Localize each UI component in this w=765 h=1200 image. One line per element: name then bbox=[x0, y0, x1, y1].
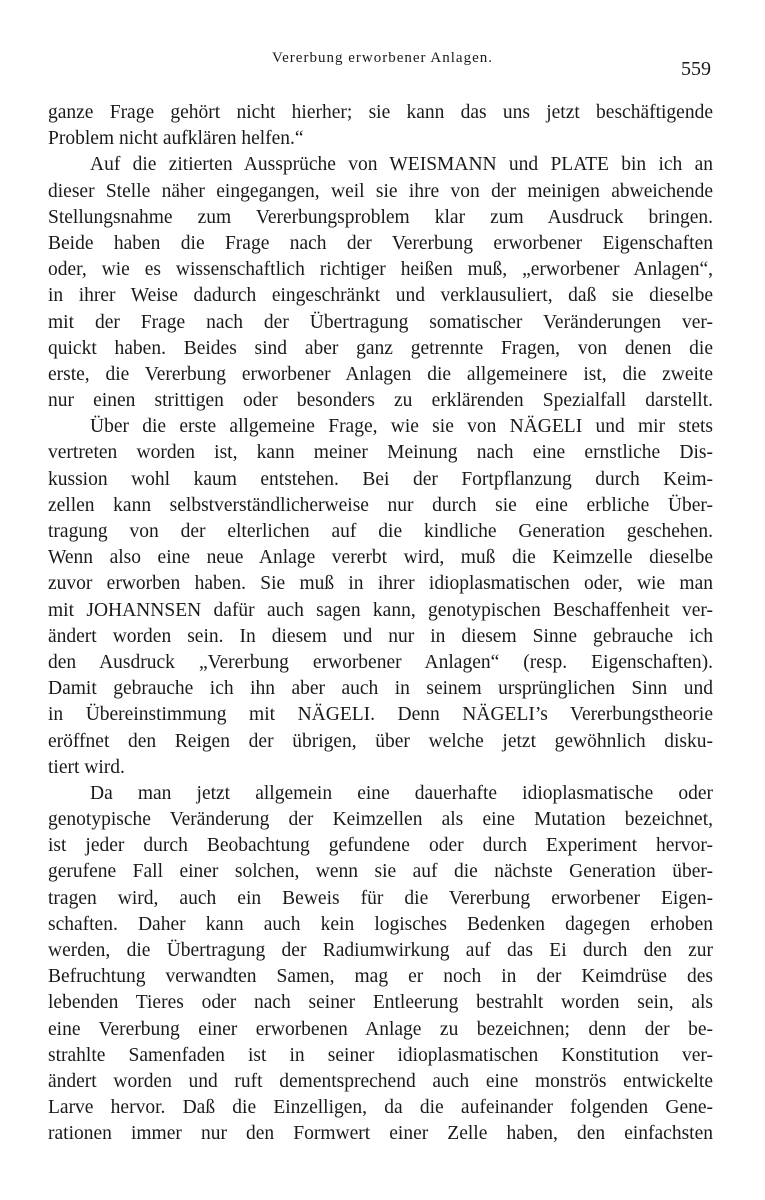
text-line: ändert worden sein. In diesem und nur in diesem Sinne gebrauche ich bbox=[48, 625, 713, 647]
text-line: mit JOHANNSEN dafür auch sagen kann, genotypischen Beschaffenheit ver- bbox=[48, 599, 713, 621]
text-line: erste, die Vererbung erworbener Anlagen die allgemeinere ist, die zweite bbox=[48, 363, 713, 385]
paragraph bbox=[48, 781, 713, 1148]
text-line: ganze Frage gehört nicht hierher; sie kann das uns jetzt beschäftigende bbox=[48, 102, 713, 123]
text-line: ändert worden und ruft dementsprechend auch eine monströs entwickelte bbox=[48, 1070, 713, 1092]
text-line: in ihrer Weise dadurch eingeschränkt und verklausuliert, daß sie dieselbe bbox=[48, 285, 713, 307]
text-line: dieser Stelle näher eingegangen, weil sie ihre von der meinigen abweichende bbox=[48, 180, 713, 202]
text-line: eine Vererbung einer erworbenen Anlage zu bezeichnen; denn der be- bbox=[48, 1018, 713, 1040]
text-line: Larve hervor. Daß die Einzelligen, da die aufeinander folgenden Gene- bbox=[48, 1097, 713, 1119]
text-line: genotypische Veränderung der Keimzellen als eine Mutation bezeichnet, bbox=[48, 809, 713, 831]
text-line: zellen kann selbstverständlicherweise nur durch sie eine erbliche Über- bbox=[48, 494, 713, 516]
text-line: Stellungsnahme zum Vererbungsproblem klar zum Ausdruck bringen. bbox=[48, 206, 713, 228]
text-line: oder, wie es wissenschaftlich richtiger heißen muß, „erworbener Anlagen“, bbox=[48, 259, 713, 281]
body-text bbox=[48, 100, 713, 1148]
paragraph bbox=[48, 100, 713, 152]
text-line: Beide haben die Frage nach der Vererbung erworbener Eigenschaften bbox=[48, 232, 713, 254]
text-line: nur einen strittigen oder besonders zu erklärenden Spezialfall darstellt. bbox=[48, 390, 713, 412]
text-line: Damit gebrauche ich ihn aber auch in seinem ursprünglichen Sinn und bbox=[48, 678, 713, 700]
text-line: Problem nicht aufklären helfen.“ bbox=[48, 128, 304, 150]
paragraph bbox=[48, 414, 713, 781]
text-line: tiert wird. bbox=[48, 756, 125, 778]
text-line: lebenden Tieres oder nach seiner Entleerung bestrahlt worden sein, als bbox=[48, 992, 713, 1014]
text-line: vertreten worden ist, kann meiner Meinung nach eine ernstliche Dis- bbox=[48, 442, 713, 464]
text-line: mit der Frage nach der Übertragung somatischer Veränderungen ver- bbox=[48, 311, 713, 333]
text-line: Über die erste allgemeine Frage, wie sie von NÄGELI und mir stets bbox=[90, 416, 713, 438]
text-line: in Übereinstimmung mit NÄGELI. Denn NÄGELI’s Vererbungstheorie bbox=[48, 704, 713, 726]
text-line: Wenn also eine neue Anlage vererbt wird, muß die Keimzelle dieselbe bbox=[48, 547, 713, 569]
text-line: strahlte Samenfaden ist in seiner idioplasmatischen Konstitution ver- bbox=[48, 1044, 713, 1066]
text-line: Auf die zitierten Aussprüche von WEISMANN und PLATE bin ich an bbox=[90, 154, 713, 176]
running-title: Vererbung erworbener Anlagen. bbox=[271, 50, 493, 66]
text-line: eröffnet den Reigen der übrigen, über welche jetzt gewöhnlich disku- bbox=[48, 730, 713, 752]
paragraph bbox=[48, 152, 713, 414]
text-line: den Ausdruck „Vererbung erworbener Anlagen“ (resp. Eigenschaften). bbox=[48, 651, 713, 673]
text-line: quickt haben. Beides sind aber ganz getrennte Fragen, von denen die bbox=[48, 337, 713, 359]
text-line: ist jeder durch Beobachtung gefundene oder durch Experiment hervor- bbox=[48, 835, 713, 857]
text-line: gerufene Fall einer solchen, wenn sie auf die nächste Generation über- bbox=[48, 861, 713, 883]
text-line: zuvor erworben haben. Sie muß in ihrer idioplasmatischen oder, wie man bbox=[48, 573, 713, 595]
text-line: Befruchtung verwandten Samen, mag er noch in der Keimdrüse des bbox=[48, 966, 713, 988]
text-line: schaften. Daher kann auch kein logisches Bedenken dagegen erhoben bbox=[48, 913, 713, 935]
text-line: tragen wird, auch ein Beweis für die Vererbung erworbener Eigen- bbox=[48, 887, 713, 909]
text-line: kussion wohl kaum entstehen. Bei der Fortpflanzung durch Keim- bbox=[48, 468, 713, 490]
text-line: werden, die Übertragung der Radiumwirkung auf das Ei durch den zur bbox=[48, 940, 713, 961]
text-line: tragung von der elterlichen auf die kindliche Generation geschehen. bbox=[48, 521, 713, 542]
text-line: rationen immer nur den Formwert einer Zelle haben, den einfachsten bbox=[48, 1123, 713, 1145]
page-number: 559 bbox=[681, 58, 711, 80]
text-line: Da man jetzt allgemein eine dauerhafte idioplasmatische oder bbox=[90, 782, 713, 804]
